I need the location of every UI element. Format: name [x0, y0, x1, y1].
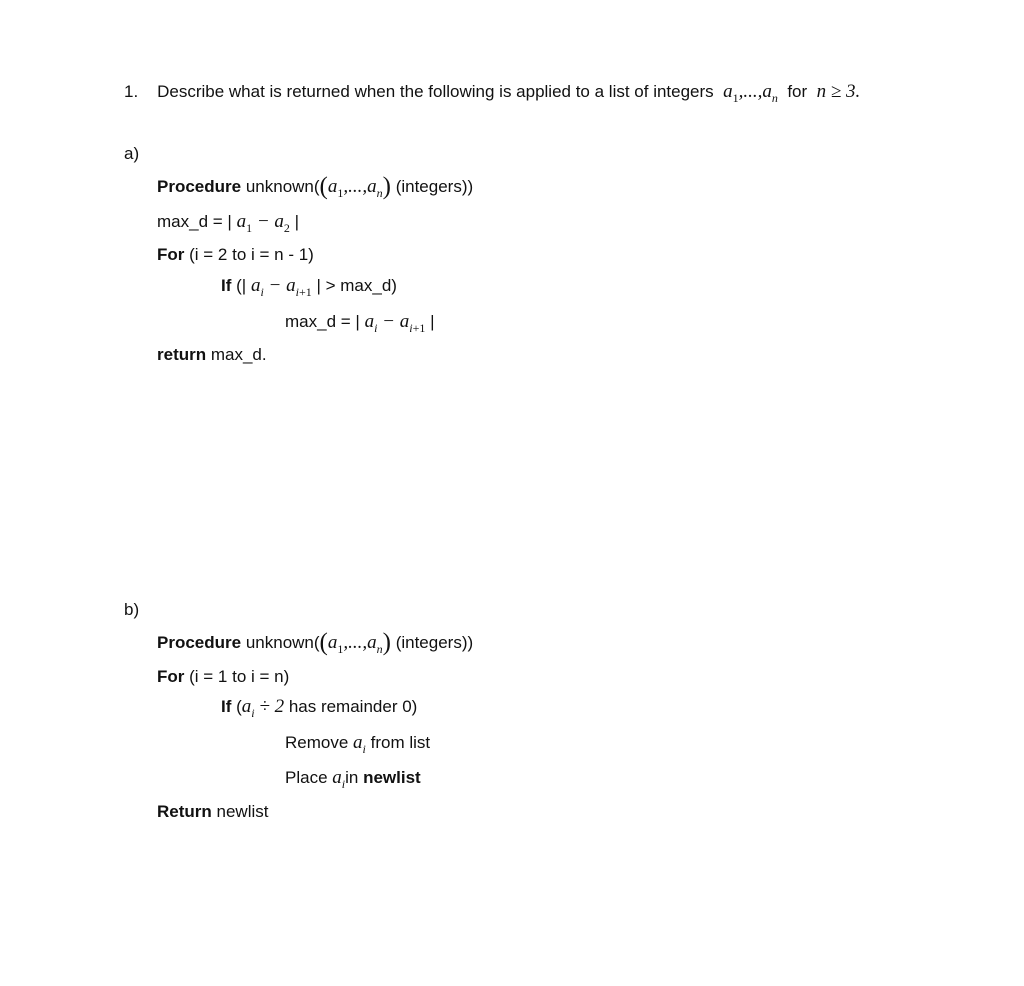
if-open: (: [236, 697, 242, 716]
math-sequence: $a_1,...,a_n$: [723, 81, 778, 105]
question-header: [124, 80, 860, 105]
math-ai-place: $a_i$: [332, 767, 346, 791]
procedure-keyword: Procedure: [157, 177, 242, 196]
part-a-label: a): [124, 144, 140, 163]
part-b-label: b): [124, 600, 140, 619]
procedure-param-type: (integers)): [395, 633, 474, 652]
math-ai-div-2: $a_i \div 2$: [241, 696, 285, 720]
place-target: newlist: [363, 768, 421, 787]
procedure-name: unknown(: [245, 177, 320, 196]
for-keyword: For: [157, 245, 185, 264]
return-value: newlist: [216, 802, 269, 821]
math-condition: n ≥ 3.: [816, 81, 861, 102]
question-prompt: Describe what is returned when the following is applied to a list of integers: [157, 82, 714, 101]
procedure-name: unknown(: [245, 633, 320, 652]
procedure-keyword: Procedure: [157, 633, 242, 652]
part-b-remove: [285, 731, 430, 756]
init-statement: max_d = |: [157, 212, 232, 231]
part-a-procedure: Procedure $unknown((a_1,...,a_n)$ (integers)): [157, 173, 474, 200]
for-word: for: [787, 82, 808, 101]
question-number: 1.: [124, 82, 139, 101]
if-close: | > max_d): [316, 276, 397, 295]
math-diff-ai-ai1: $a_i - a_{i+1}$: [250, 275, 312, 299]
part-b-for: [157, 665, 289, 689]
math-diff-a1-a2: $a_1 - a_2$: [236, 211, 290, 235]
return-keyword: Return: [157, 802, 212, 821]
part-b-procedure: Procedure $unknown((a_1,...,a_n)$ (integers)): [157, 629, 474, 656]
part-b-place: [285, 766, 421, 791]
for-keyword: For: [157, 667, 185, 686]
if-close: has remainder 0): [288, 697, 418, 716]
part-b-if: [221, 695, 417, 720]
part-a-return: [157, 343, 267, 367]
if-open: (|: [236, 276, 247, 295]
part-b-return: [157, 800, 268, 824]
for-range: (i = 2 to i = n - 1): [189, 245, 314, 264]
part-a-assign: max_d = | $a_i - a_{i+1}$ |: [285, 311, 435, 335]
part-a-if: [221, 274, 397, 299]
assign-statement: max_d = |: [285, 312, 360, 331]
place-text: Place: [285, 768, 328, 787]
if-keyword: If: [221, 276, 232, 295]
remove-tail: from list: [370, 733, 431, 752]
part-a-for: [157, 243, 314, 267]
procedure-param-type: (integers)): [395, 177, 474, 196]
math-diff-ai-ai1-assign: $a_i - a_{i+1}$: [364, 311, 426, 335]
place-mid: in: [345, 768, 359, 787]
for-range: (i = 1 to i = n): [189, 667, 290, 686]
math-ai-remove: $a_i$: [353, 732, 366, 756]
if-keyword: If: [221, 697, 232, 716]
remove-text: Remove: [285, 733, 349, 752]
part-a-init: max_d = | $a_1 - a_2$ |: [157, 211, 300, 235]
return-keyword: return: [157, 345, 207, 364]
return-value: max_d.: [210, 345, 267, 364]
